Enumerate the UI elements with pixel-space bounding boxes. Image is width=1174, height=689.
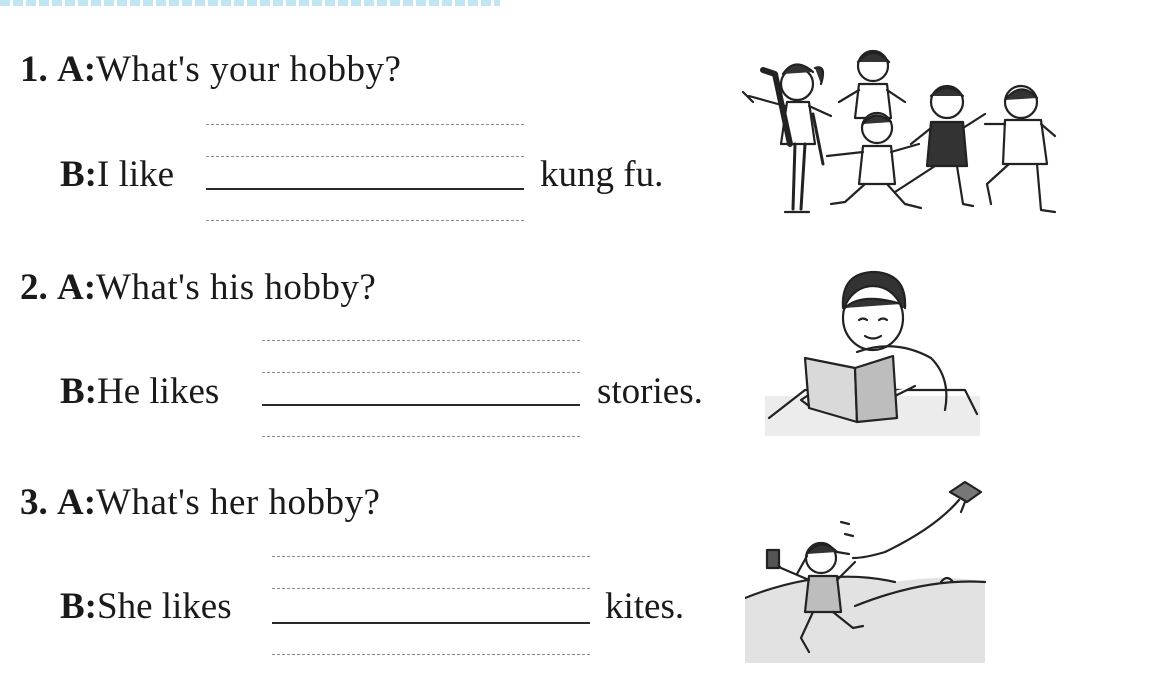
boy-reading-book-icon bbox=[765, 268, 980, 436]
answer-suffix: stories. bbox=[597, 371, 703, 412]
speaker-a-label: A: bbox=[57, 49, 97, 90]
speaker-a-label: A: bbox=[57, 267, 97, 308]
speaker-a-label: A: bbox=[57, 482, 97, 523]
speaker-b-label: B: bbox=[60, 586, 97, 627]
writing-guide-line bbox=[262, 372, 580, 373]
writing-guide-line bbox=[206, 220, 524, 221]
exercise-3-question bbox=[20, 483, 380, 523]
exercise-number: 1. bbox=[20, 49, 48, 90]
speaker-b-label: B: bbox=[60, 154, 97, 195]
writing-guide-line bbox=[262, 436, 580, 437]
answer-prefix: She likes bbox=[97, 586, 232, 627]
answer-suffix: kites. bbox=[605, 586, 685, 627]
header-strip bbox=[0, 0, 500, 6]
writing-guide-line bbox=[262, 340, 580, 341]
exercise-number: 3. bbox=[20, 482, 48, 523]
kung-fu-children-icon bbox=[735, 44, 1065, 224]
question-text: What's your hobby? bbox=[96, 49, 402, 90]
writing-guide-line bbox=[272, 556, 590, 557]
writing-guide-line bbox=[206, 156, 524, 157]
exercise-2-question bbox=[20, 268, 376, 308]
exercise-2-answer bbox=[60, 372, 219, 412]
question-text: What's her hobby? bbox=[96, 482, 381, 523]
exercise-3-answer bbox=[60, 587, 232, 627]
answer-prefix: I like bbox=[97, 154, 175, 195]
exercise-1-answer bbox=[60, 155, 174, 195]
speaker-b-label: B: bbox=[60, 371, 97, 412]
question-text: What's his hobby? bbox=[96, 267, 377, 308]
answer-prefix: He likes bbox=[97, 371, 220, 412]
answer-blank-2[interactable] bbox=[262, 404, 580, 406]
answer-suffix: kung fu. bbox=[540, 154, 664, 195]
answer-blank-3[interactable] bbox=[272, 622, 590, 624]
exercise-1-question bbox=[20, 50, 401, 90]
writing-guide-line bbox=[272, 654, 590, 655]
girl-flying-kite-icon bbox=[745, 478, 990, 663]
exercise-number: 2. bbox=[20, 267, 48, 308]
writing-guide-line bbox=[272, 588, 590, 589]
writing-guide-line bbox=[206, 124, 524, 125]
answer-blank-1[interactable] bbox=[206, 188, 524, 190]
